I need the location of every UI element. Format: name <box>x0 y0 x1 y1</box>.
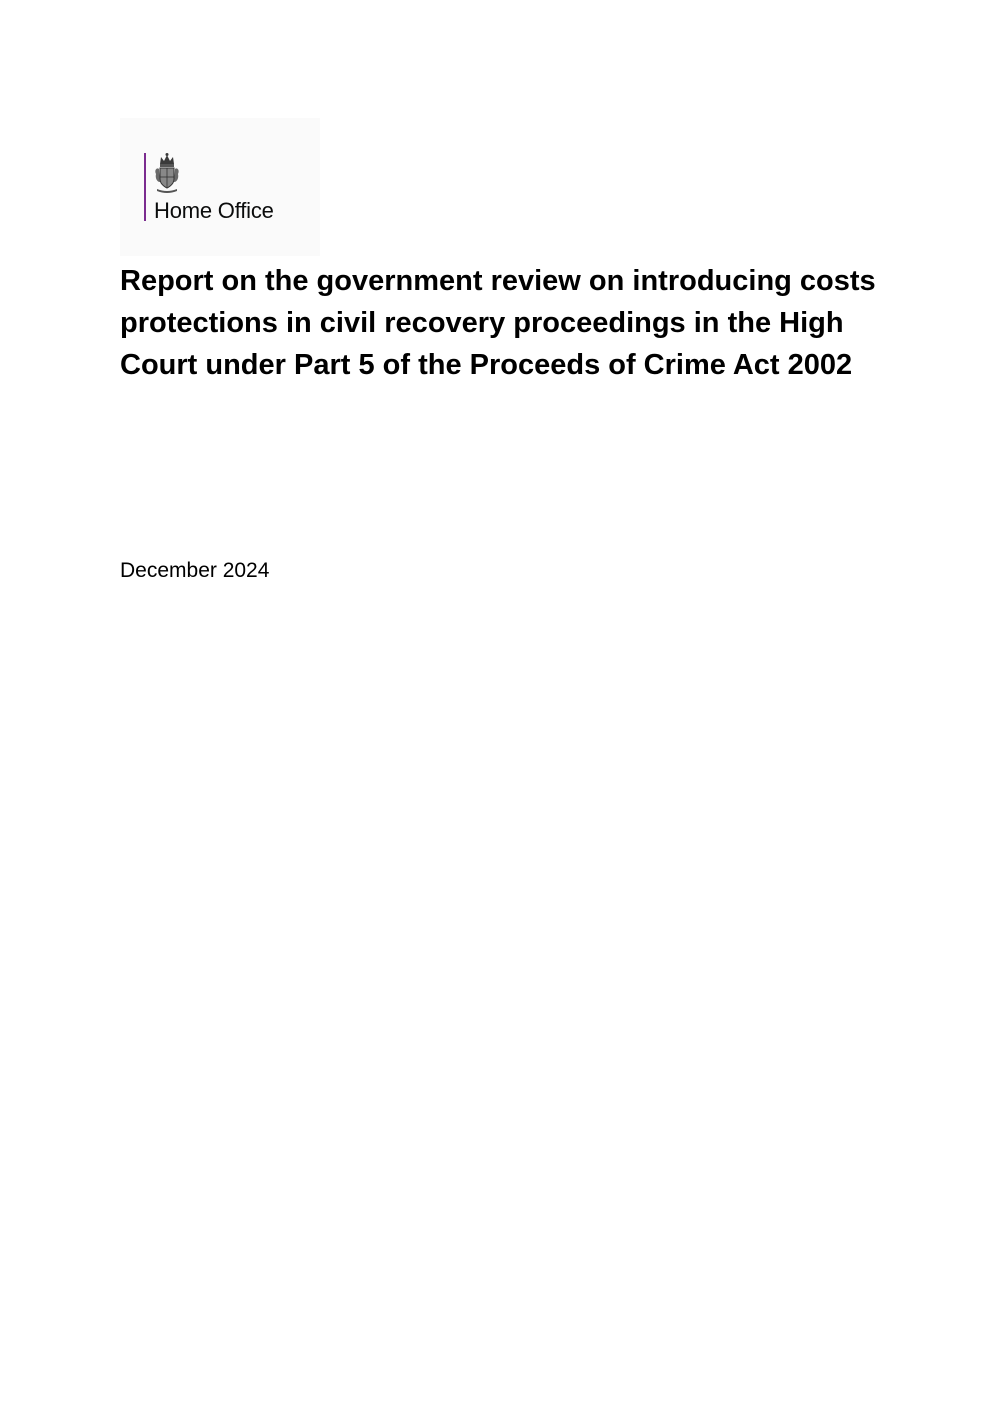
document-title: Report on the government review on introducing costs protections in civil recovery proceedings in the High Court under Part 5 of the Proceeds of Crime Act 2002 <box>120 265 876 381</box>
publication-date: December 2024 <box>120 559 270 582</box>
organisation-name: Home Office <box>154 198 274 223</box>
home-office-logo <box>120 118 320 256</box>
royal-crest-icon <box>152 152 182 194</box>
logo-accent-bar <box>144 153 146 221</box>
